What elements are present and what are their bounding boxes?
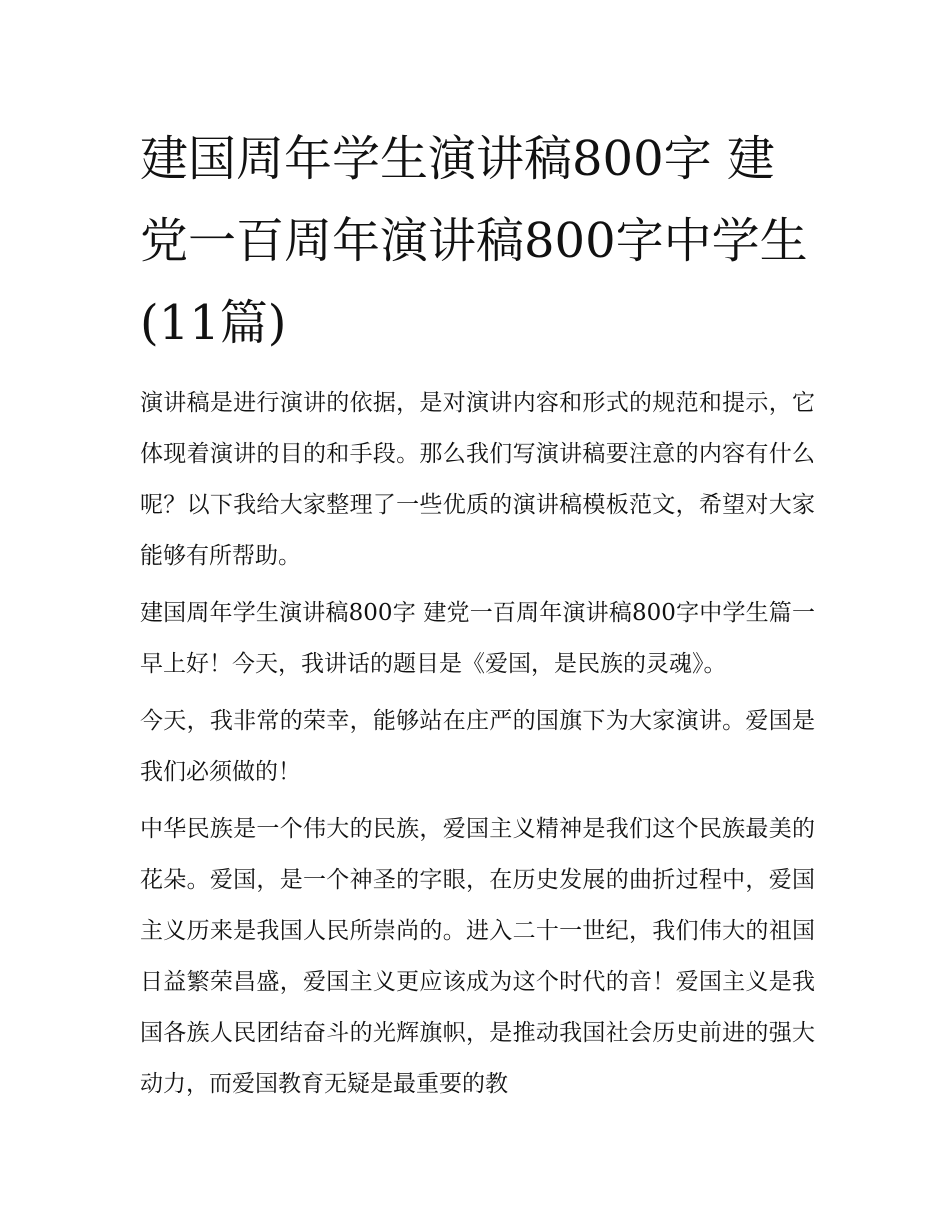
document-title: 建国周年学生演讲稿800字 建党一百周年演讲稿800字中学生(11篇) — [140, 131, 808, 351]
body-paragraph: 中华民族是一个伟大的民族，爱国主义精神是我们这个民族最美的花朵。爱国，是一个神圣的字眼，在历史发展的曲折过程中，爱国主义历来是我国人民所崇尚的。进入二十一世纪，我们伟大的祖国日益繁荣昌盛，爱国主义更应该成为这个时代的音！爱国主义是我国各族人民团结奋斗的光辉旗帜，是推动我国社会历史前进的强大动力，而爱国教育无疑是最重要的教 — [140, 816, 815, 1097]
speech-heading-paragraph: 建国周年学生演讲稿800字 建党一百周年演讲稿800字中学生篇一 早上好！今天，我讲话的题目是《爱国，是民族的灵魂》。 — [140, 600, 815, 677]
intro-paragraph: 演讲稿是进行演讲的依据，是对演讲内容和形式的规范和提示，它体现着演讲的目的和手段。那么我们写演讲稿要注意的内容有什么呢？以下我给大家整理了一些优质的演讲稿模板范文，希望对大家能够有所帮助。 — [140, 390, 815, 569]
document-body — [140, 118, 815, 1116]
body-paragraph: 今天，我非常的荣幸，能够站在庄严的国旗下为大家演讲。爱国是我们必须做的！ — [140, 708, 815, 785]
